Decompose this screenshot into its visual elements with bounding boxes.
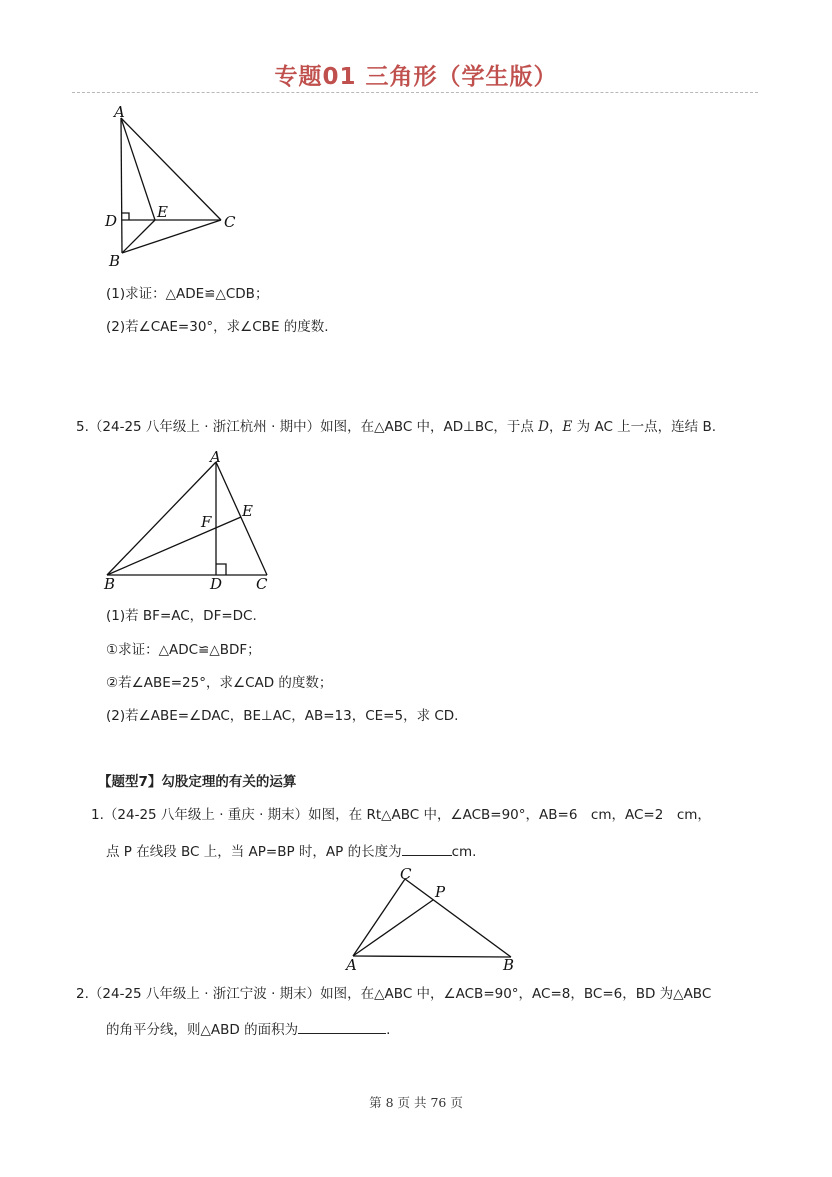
p5-segment-ab	[107, 462, 216, 575]
p4-label-c: C	[224, 213, 236, 231]
s7q2-line2	[106, 1019, 390, 1039]
s7q2-number: 2.	[76, 986, 89, 1002]
s7q2-line1	[76, 985, 711, 1003]
s7q1-stem-b: 点 P 在线段 BC 上，当 AP=BP 时，AP 的长度为	[106, 844, 402, 860]
p5-stem-a: 如图，在△ABC 中，AD⊥BC，于点	[320, 419, 534, 435]
problem5-figure	[100, 445, 280, 595]
header-divider	[72, 92, 758, 93]
p5-label-f: F	[201, 513, 212, 531]
p5-sub1: ①求证：△ADC≌△BDF；	[106, 642, 261, 658]
p5-label-e: E	[242, 502, 253, 520]
s7q1-segment-cb	[405, 879, 511, 957]
p4-segment-ac	[121, 118, 221, 220]
p5-label-c: C	[256, 575, 268, 593]
s7q1-segment-ap	[353, 900, 433, 956]
p4-segment-ae	[121, 118, 155, 220]
p5-source: （24-25 八年级上 · 浙江杭州 · 期中）	[88, 419, 321, 435]
p5-stem-b: 为 AC 上一点，连结 B.	[576, 419, 717, 435]
s7q1-figure	[340, 862, 530, 977]
s7q1-stem-a: 如图，在 Rt△ABC 中，∠ACB=90°，AB=6 cm，AC=2 cm，	[308, 807, 711, 823]
s7q1-label-p: P	[435, 883, 446, 901]
p4-label-b: B	[109, 252, 121, 270]
s7q2-answer-blank[interactable]	[298, 1019, 386, 1034]
p5-number: 5.	[76, 419, 89, 435]
p5-stem-e: E	[562, 419, 573, 435]
section7-heading: 【题型7】勾股定理的有关的运算	[98, 774, 297, 790]
s7q1-source: （24-25 八年级上 · 重庆 · 期末）	[103, 807, 309, 823]
p5-stem-d: D	[538, 419, 549, 435]
p5-stem	[76, 418, 716, 436]
s7q2-stem-b: 的角平分线，则△ABD 的面积为	[106, 1022, 299, 1038]
p4-label-a: A	[114, 103, 125, 121]
p4-segment-bc	[122, 220, 221, 253]
p5-label-a: A	[210, 448, 221, 466]
s7q1-label-c: C	[400, 865, 412, 883]
s7q1-answer-blank[interactable]	[402, 841, 452, 856]
p4-part2: (2)若∠CAE=30°，求∠CBE 的度数.	[106, 319, 329, 335]
s7q2-end: .	[386, 1022, 391, 1038]
p4-label-e: E	[157, 203, 168, 221]
s7q1-segment-ab	[353, 956, 511, 957]
p5-segment-be	[107, 517, 241, 575]
page-title: 专题01 三角形（学生版）	[274, 64, 558, 90]
p5-right-angle-mark	[216, 564, 226, 575]
page-number: 第 8 页 共 76 页	[369, 1095, 463, 1110]
s7q1-line1	[91, 806, 711, 824]
p5-part2: (2)若∠ABE=∠DAC，BE⊥AC，AB=13，CE=5，求 CD.	[106, 708, 459, 724]
p4-segment-ab	[121, 118, 122, 253]
s7q1-unit: cm.	[451, 844, 477, 860]
p5-label-d: D	[210, 575, 223, 593]
p4-label-d: D	[105, 212, 118, 230]
s7q1-segment-ac	[353, 879, 405, 956]
p5-part1: (1)若 BF=AC，DF=DC.	[106, 608, 257, 624]
s7q1-label-b: B	[503, 956, 515, 974]
problem4-figure	[100, 100, 250, 275]
s7q1-label-a: A	[346, 956, 357, 974]
s7q2-stem-a: 如图，在△ABC 中，∠ACB=90°，AC=8，BC=6，BD 为△ABC	[320, 986, 712, 1002]
s7q1-line2	[106, 841, 476, 861]
s7q2-source: （24-25 八年级上 · 浙江宁波 · 期末）	[88, 986, 321, 1002]
p4-right-angle-mark	[122, 213, 129, 220]
p5-label-b: B	[104, 575, 116, 593]
s7q1-number: 1.	[91, 807, 104, 823]
p5-stem-sep: ，	[549, 419, 563, 435]
p5-sub2: ②若∠ABE=25°，求∠CAD 的度数；	[106, 675, 333, 691]
p4-part1: (1)求证：△ADE≌△CDB；	[106, 286, 269, 302]
